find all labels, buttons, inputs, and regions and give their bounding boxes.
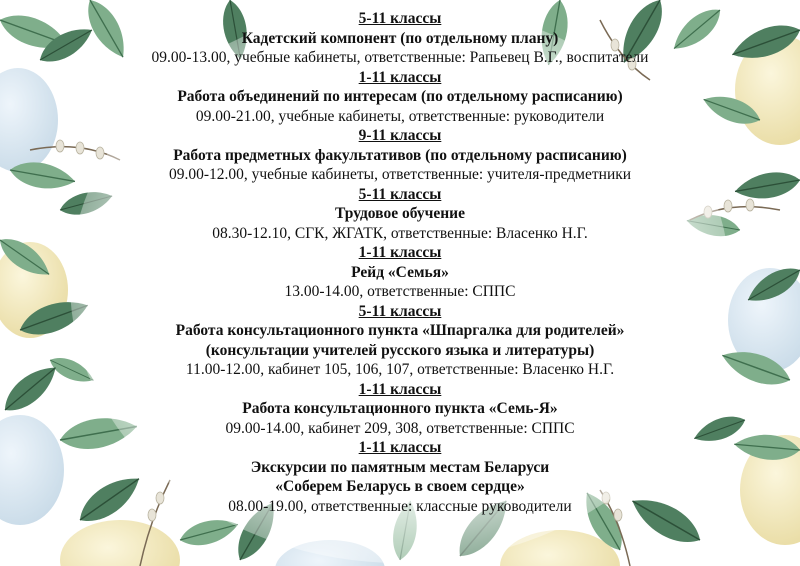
event-details: 09.00-12.00, учебные кабинеты, ответственные: учителя-предметники bbox=[168, 166, 632, 183]
event-details: 09.00-14.00, кабинет 209, 308, ответственные: СППС bbox=[225, 419, 575, 437]
event-title: Работа предметных факультативов (по отдельному расписанию) bbox=[173, 146, 627, 164]
grade-range: 9-11 классы bbox=[358, 127, 442, 144]
schedule-item bbox=[0, 126, 800, 185]
grade-range: 1-11 классы bbox=[358, 380, 442, 398]
grade-range: 5-11 классы bbox=[358, 302, 442, 320]
grade-range: 1-11 классы bbox=[358, 244, 442, 261]
event-details: 13.00-14.00, ответственные: СППС bbox=[284, 283, 516, 300]
event-title: Работа консультационного пункта «Шпаргалка для родителей» bbox=[175, 322, 625, 339]
schedule-item bbox=[0, 185, 800, 244]
schedule-item bbox=[0, 302, 800, 380]
schedule-list bbox=[0, 9, 800, 516]
schedule-item bbox=[0, 243, 800, 302]
schedule-item bbox=[0, 438, 800, 516]
grade-range: 5-11 классы bbox=[358, 185, 442, 203]
grade-range: 1-11 классы bbox=[358, 439, 442, 456]
event-details: 11.00-12.00, кабинет 105, 106, 107, ответственные: Власенко Н.Г. bbox=[185, 361, 615, 378]
event-title: (консультации учителей русского языка и литературы) bbox=[205, 341, 595, 359]
event-details: 08.00-19.00, ответственные: классные руководители bbox=[228, 497, 572, 515]
event-title: Экскурсии по памятным местам Беларуси bbox=[250, 458, 550, 476]
grade-range: 1-11 классы bbox=[358, 68, 442, 86]
event-title: Трудовое обучение bbox=[335, 205, 465, 222]
event-title: «Соберем Беларусь в своем сердце» bbox=[275, 478, 525, 495]
schedule-item bbox=[0, 9, 800, 68]
event-details: 08.30-12.10, СГК, ЖГАТК, ответственные: Власенко Н.Г. bbox=[212, 224, 588, 242]
event-details: 09.00-21.00, учебные кабинеты, ответственные: руководители bbox=[195, 107, 605, 125]
event-title: Работа консультационного пункта «Семь-Я» bbox=[242, 400, 558, 417]
event-title: Работа объединений по интересам (по отдельному расписанию) bbox=[177, 88, 623, 105]
event-details: 09.00-13.00, учебные кабинеты, ответственные: Рапьевец В.Г., воспитатели bbox=[151, 49, 649, 66]
schedule-item bbox=[0, 380, 800, 439]
grade-range: 5-11 классы bbox=[358, 10, 442, 27]
schedule-item bbox=[0, 68, 800, 127]
event-title: Рейд «Семья» bbox=[351, 263, 449, 281]
event-title: Кадетский компонент (по отдельному плану) bbox=[241, 29, 559, 47]
